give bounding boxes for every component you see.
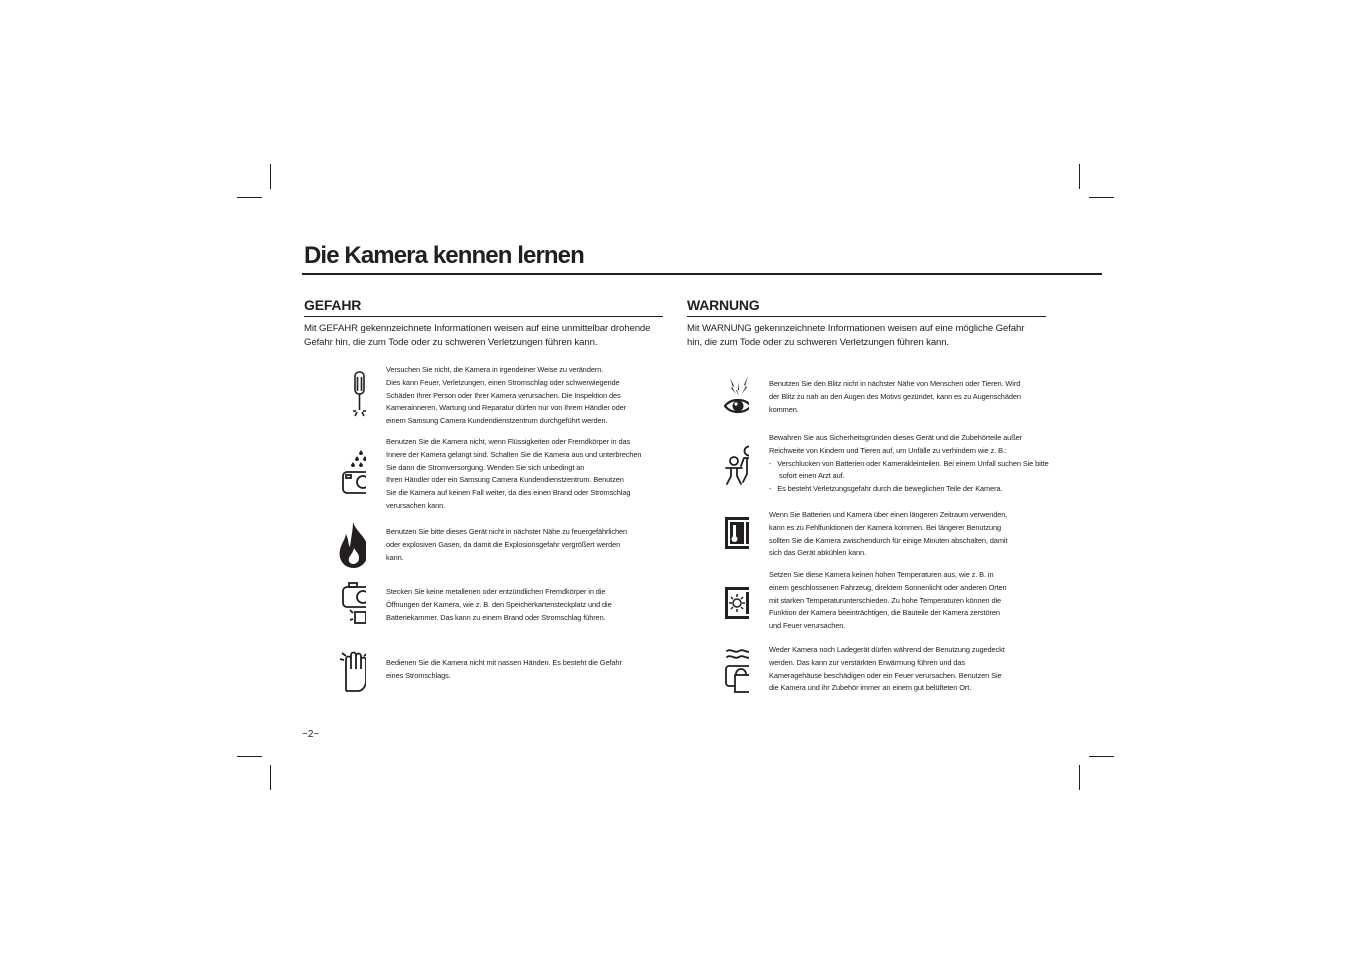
screwdriver-icon	[322, 370, 366, 414]
flash-eye-icon	[705, 372, 749, 416]
crop-mark	[1079, 164, 1080, 189]
children-icon	[705, 444, 749, 488]
text-line: Innere der Kamera gelangt sind. Schalten Sie die Kamera aus und unterbrechen	[386, 449, 642, 459]
warnung-intro-line: Mit WARNUNG gekennzeichnete Informationen weisen auf eine mögliche Gefahr	[687, 323, 1025, 334]
warnung-bullet-item	[769, 483, 1051, 496]
gefahr-item-text	[386, 657, 668, 683]
text-line: der Blitz zu nah an den Augen des Motivs gezündet, kann es zu Augenschäden	[769, 391, 1021, 401]
text-line: Reichweite von Kindern und Tieren auf, um Unfälle zu verhindern wie z. B.:	[769, 445, 1007, 455]
wet-hand-icon	[322, 647, 366, 691]
gefahr-heading: GEFAHR	[304, 296, 663, 317]
crop-mark	[1079, 765, 1080, 790]
text-line: sollten Sie die Kamera zwischendurch für einige Minuten abschalten, damit	[769, 535, 1008, 545]
bullet-text: Es besteht Verletzungsgefahr durch die beweglichen Teile der Kamera.	[777, 484, 1003, 494]
bullet-marker: -	[769, 484, 772, 494]
warnung-item-text	[769, 432, 1051, 496]
text-line: eines Stromschlags.	[386, 670, 451, 680]
text-line: Öffnungen der Kamera, wie z. B. den Speicherkartensteckplatz und die	[386, 599, 612, 609]
warnung-intro	[687, 322, 1046, 350]
text-line: Kameragehäuse beschädigen oder ein Feuer verursachen. Benutzen Sie	[769, 670, 1002, 680]
text-line: kommen.	[769, 404, 799, 414]
camera-foreign-object-icon	[322, 582, 366, 626]
text-line: Bewahren Sie aus Sicherheitsgründen dieses Gerät und die Zubehörteile außer	[769, 433, 1022, 442]
bullet-marker: -	[769, 458, 772, 468]
crop-mark	[237, 197, 262, 198]
text-line: kann es zu Fehlfunktionen der Kamera kommen. Bei längerer Benutzung	[769, 522, 1001, 532]
text-line: Benutzen Sie die Kamera nicht, wenn Flüssigkeiten oder Fremdkörper in das	[386, 437, 631, 446]
text-line: Schäden Ihrer Person oder Ihrer Kamera verursachen. Die Inspektion des	[386, 390, 621, 400]
warnung-item-text	[769, 509, 1051, 560]
gefahr-item-text	[386, 436, 668, 513]
gefahr-item-text	[386, 586, 668, 624]
text-line: werden. Das kann zur verstärkten Erwärmung führen und das	[769, 657, 966, 667]
liquid-camera-icon	[322, 450, 366, 494]
warnung-intro-line: hin, die zum Tode oder zu schweren Verletzungen führen kann.	[687, 337, 950, 348]
title-rule	[302, 273, 1102, 275]
text-line: Sie die Kamera auf keinen Fall weiter, da dies einen Brand oder Stromschlag	[386, 488, 631, 498]
text-line: Wenn Sie Batterien und Kamera über einen längeren Zeitraum verwenden,	[769, 510, 1008, 519]
text-line: Setzen Sie diese Kamera keinen hohen Temperaturen aus, wie z. B. in	[769, 570, 994, 579]
text-line: Versuchen Sie nicht, die Kamera in irgendeiner Weise zu verändern.	[386, 365, 604, 374]
text-line: kann.	[386, 552, 404, 562]
warnung-item-text	[769, 569, 1051, 633]
gefahr-intro	[304, 322, 663, 350]
warnung-heading: WARNUNG	[687, 296, 1046, 317]
page-number: ~2~	[302, 729, 320, 740]
text-line: und Feuer verursachen.	[769, 621, 846, 631]
sun-heat-icon	[705, 585, 749, 629]
covered-camera-icon	[705, 646, 749, 690]
gefahr-section	[304, 296, 663, 680]
gefahr-item-text	[386, 526, 668, 564]
text-line: einem Samsung Camera Kundendienstzentrum durchgeführt werden.	[386, 416, 608, 426]
thermometer-icon	[705, 515, 749, 559]
warnung-item-text	[769, 378, 1051, 416]
gefahr-intro-line: Mit GEFAHR gekennzeichnete Informationen weisen auf eine unmittelbar drohende	[304, 323, 651, 334]
warnung-bullet-item	[769, 458, 1051, 484]
text-line: Bedienen Sie die Kamera nicht mit nassen Händen. Es besteht die Gefahr	[386, 658, 622, 667]
text-line: oder explosiven Gasen, da damit die Explosionsgefahr vergrößert werden	[386, 539, 621, 549]
text-line: Dies kann Feuer, Verletzungen, einen Stromschlag oder schwerwiegende	[386, 377, 620, 387]
text-line: Kamerainneren, Wartung und Reparatur dürfen nur von Ihrem Händler oder	[386, 403, 627, 413]
crop-mark	[270, 765, 271, 790]
gefahr-item-text	[386, 364, 668, 428]
page-title: Die Kamera kennen lernen	[304, 242, 584, 269]
text-line: Benutzen Sie bitte dieses Gerät nicht in nächster Nähe zu feuergefährlichen	[386, 527, 628, 536]
crop-mark	[1089, 197, 1114, 198]
text-line: Ihren Händler oder ein Samsung Camera Kundendienstzentrum. Benutzen	[386, 475, 624, 485]
bullet-text: Verschlucken von Batterien oder Kamerakleinteilen. Bei einem Unfall suchen Sie bitte sofort einen Arzt auf.	[777, 458, 1049, 481]
text-line: die Kamera und ihr Zubehör immer an einem gut belüfteten Ort.	[769, 683, 972, 693]
crop-mark	[1089, 756, 1114, 757]
crop-mark	[237, 756, 262, 757]
text-line: Funktion der Kamera beeinträchtigen, die Bauteile der Kamera zerstören	[769, 608, 1000, 618]
gefahr-intro-line: Gefahr hin, die zum Tode oder zu schweren Verletzungen führen kann.	[304, 337, 598, 348]
text-line: Batteriekammer. Das kann zu einem Brand oder Stromschlag führen.	[386, 612, 606, 622]
flame-icon	[322, 520, 366, 564]
warnung-section	[687, 296, 1049, 693]
text-line: sich das Gerät abkühlen kann.	[769, 548, 866, 558]
text-line: Benutzen Sie den Blitz nicht in nächster Nähe von Menschen oder Tieren. Wird	[769, 379, 1021, 388]
text-line: Stecken Sie keine metallenen oder entzündlichen Fremdkörper in die	[386, 587, 606, 596]
text-line: verursachen kann.	[386, 500, 446, 510]
text-line: Weder Kamera noch Ladegerät dürfen während der Benutzung zugedeckt	[769, 645, 1005, 654]
text-line: einem geschlossenen Fahrzeug, direktem Sonnenlicht oder anderen Orten	[769, 582, 1007, 592]
warnung-item-text	[769, 644, 1051, 695]
text-line: Sie dann die Stromversorgung. Wenden Sie sich unbedingt an	[386, 462, 585, 472]
text-line: mit starken Temperaturunterschieden. Zu hohe Temperaturen können die	[769, 595, 1002, 605]
crop-mark	[270, 164, 271, 189]
